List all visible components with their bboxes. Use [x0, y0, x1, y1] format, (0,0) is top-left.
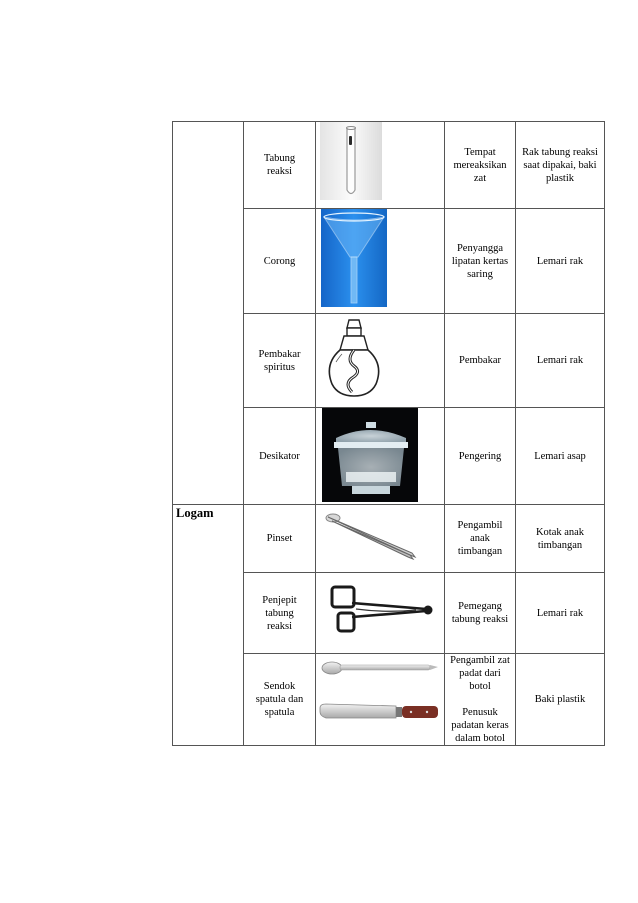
category-cell	[173, 122, 244, 505]
equipment-name: Corong	[244, 209, 316, 314]
equipment-image	[316, 209, 445, 314]
test-tube-clamp-icon	[316, 573, 444, 653]
equipment-use: Pengambil anak timbangan	[445, 505, 516, 573]
table-row	[173, 505, 605, 573]
equipment-name: Penjepit tabung reaksi	[244, 573, 316, 654]
spirit-burner-icon	[316, 314, 444, 407]
equipment-storage: Lemari rak	[516, 573, 605, 654]
equipment-image	[316, 314, 445, 408]
desiccator-icon	[316, 408, 444, 504]
equipment-use: Penyangga lipatan kertas saring	[445, 209, 516, 314]
equipment-image	[316, 408, 445, 505]
category-cell: Logam	[173, 505, 244, 746]
equipment-storage: Kotak anak timbangan	[516, 505, 605, 573]
tweezers-icon	[316, 505, 444, 572]
equipment-storage: Lemari rak	[516, 209, 605, 314]
equipment-name: Sendok spatula dan spatula	[244, 654, 316, 746]
spatula-icon	[316, 656, 444, 743]
equipment-name: Pembakar spiritus	[244, 314, 316, 408]
equipment-use: Pengering	[445, 408, 516, 505]
equipment-use: Tempat mereaksikan zat	[445, 122, 516, 209]
equipment-image	[316, 654, 445, 746]
equipment-storage: Baki plastik	[516, 654, 605, 746]
equipment-image	[316, 573, 445, 654]
table-row	[173, 122, 605, 209]
equipment-image	[316, 122, 445, 209]
equipment-name: Pinset	[244, 505, 316, 573]
equipment-table	[172, 121, 605, 746]
equipment-image	[316, 505, 445, 573]
equipment-use: Pemegang tabung reaksi	[445, 573, 516, 654]
equipment-use: Pembakar	[445, 314, 516, 408]
equipment-storage: Lemari asap	[516, 408, 605, 505]
equipment-storage: Rak tabung reaksi saat dipakai, baki plastik	[516, 122, 605, 209]
equipment-use: Pengambil zat padat dari botol Penusuk padatan keras dalam botol	[445, 654, 516, 746]
equipment-name: Desikator	[244, 408, 316, 505]
test-tube-icon	[316, 122, 444, 208]
equipment-name: Tabung reaksi	[244, 122, 316, 209]
equipment-storage: Lemari rak	[516, 314, 605, 408]
funnel-icon	[316, 209, 444, 313]
